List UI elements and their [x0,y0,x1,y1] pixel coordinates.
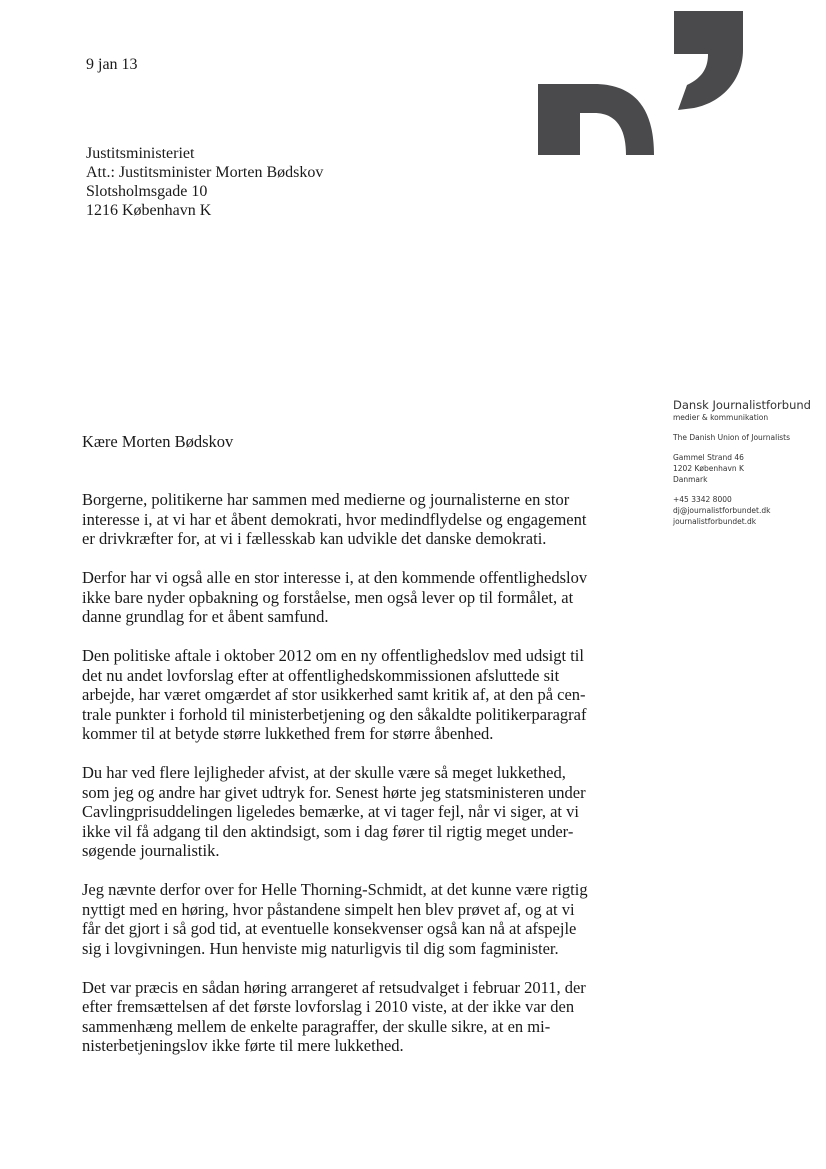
logo-j-shape [674,11,743,110]
paragraph-line: interesse i, at vi har et åbent demokrati, hvor medindflydelse og engagement [82,509,587,529]
paragraph-line: Den politiske aftale i oktober 2012 om en ny offentlighedslov med udsigt til [82,646,584,665]
salutation: Kære Morten Bødskov [82,432,234,451]
paragraph-line: nisterbetjeningslov ikke førte til mere lukkethed. [82,1036,404,1055]
dj-logo [536,10,746,155]
body-paragraph [82,490,602,549]
paragraph-line: efter fremsættelsen af det første lovforslag i 2010 viste, at der ikke var den [82,997,575,1016]
letter-body [82,490,602,1075]
paragraph-line: kommer til at betyde større lukkethed frem for større åbenhed. [82,724,494,743]
paragraph-line: ikke vil få adgang til den aktindsigt, som i dag fører til rigtig meget under- [82,821,574,841]
sender-address-line: Danmark [673,475,708,484]
body-paragraph [82,646,602,744]
body-paragraph [82,763,602,861]
sender-phone: +45 3342 8000 [673,495,732,504]
sender-email-link[interactable]: dj@journalistforbundet.dk [673,506,771,515]
recipient-line: Slotsholmsgade 10 [86,183,208,200]
paragraph-line: Det var præcis en sådan høring arrangeret af retsudvalget i februar 2011, der [82,977,586,997]
paragraph-line: danne grundlag for et åbent samfund. [82,607,329,626]
recipient-line: Att.: Justitsminister Morten Bødskov [86,164,324,181]
sender-org: Dansk Journalistforbund [673,398,811,412]
paragraph-line: Cavlingprisuddelingen ligeledes bemærke, at vi tager fejl, når vi siger, at vi [82,802,579,821]
sender-english-name: The Danish Union of Journalists [673,433,791,442]
paragraph-line: er drivkræfter for, at vi i fællesskab kan udvikle det danske demokrati. [82,529,547,548]
sender-website-link[interactable]: journalistforbundet.dk [673,517,757,526]
paragraph-line: Du har ved flere lejligheder afvist, at der skulle være så meget lukkethed, [82,763,566,782]
paragraph-line: som jeg og andre har givet udtryk for. Senest hørte jeg statsministeren under [82,782,586,802]
body-paragraph [82,568,602,627]
paragraph-line: får det gjort i så god tid, at eventuelle konsekvenser også kan nå at afspejle [82,919,577,938]
sender-tagline: medier & kommunikation [673,413,769,422]
letter-date: 9 jan 13 [86,56,138,73]
paragraph-line: Jeg nævnte derfor over for Helle Thorning-Schmidt, at det kunne være rigtig [82,880,588,899]
paragraph-line: sig i lovgivningen. Hun henviste mig naturligvis til dig som fagminister. [82,938,559,958]
body-paragraph [82,880,602,958]
recipient-line: Justitsministeriet [86,145,195,162]
sender-address-line: 1202 København K [673,464,744,473]
paragraph-line: Derfor har vi også alle en stor interesse i, at den kommende offentlighedslov [82,568,588,587]
logo-d-shape [538,84,654,155]
paragraph-line: Borgerne, politikerne har sammen med medierne og journalisterne en stor [82,490,570,509]
sender-address-line: Gammel Strand 46 [673,453,744,462]
body-paragraph [82,978,602,1056]
recipient-line: 1216 København K [86,202,212,219]
paragraph-line: det nu andet lovforslag efter at offentlighedskommissionen afsluttede sit [82,665,560,685]
sender-block [673,398,811,527]
paragraph-line: ikke bare nyder opbakning og forståelse, men også lever op til formålet, at [82,587,574,607]
recipient-address [86,144,323,220]
paragraph-line: søgende journalistik. [82,841,220,860]
paragraph-line: trale punkter i forhold til ministerbetjening og den såkaldte politikerparagraf [82,704,587,724]
paragraph-line: sammenhæng mellem de enkelte paragraffer, der skulle sikre, at en mi- [82,1016,551,1036]
paragraph-line: nyttigt med en høring, hvor påstandene simpelt hen blev prøvet af, og at vi [82,899,575,919]
paragraph-line: arbejde, har været omgærdet af stor usikkerhed samt kritik af, at den på cen- [82,685,586,704]
